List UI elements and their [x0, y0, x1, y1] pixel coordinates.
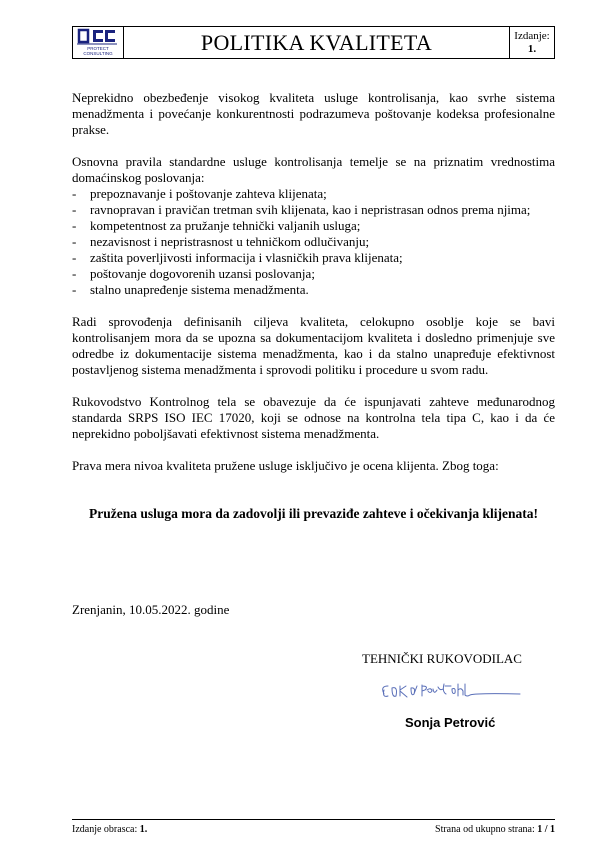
staff-paragraph: Radi sprovođenja definisanih ciljeva kvaliteta, celokupno osoblje koje se bavi kontrolisanjem mora da se upozna sa dokumentacijom kvaliteta i dosledno primenjuje sve odredbe iz dokumentacije sistema menadžmenta, kao i da stalno unapređuje efektivnost postavljenog sistema menadžmenta i sprovodi politiku i procedure u svom radu. — [72, 314, 555, 377]
principles-list — [72, 186, 555, 298]
management-paragraph: Rukovodstvo Kontrolnog tela se obavezuje da će ispunjavati zahteve međunarodnog standarda SRPS ISO IEC 17020, koji se odnose na kontrolna tela tipa C, kao i da će neprekidno poboljšavati efektivnost sistema menadžmenta. — [72, 394, 555, 441]
edition-value: 1. — [527, 42, 537, 55]
list-item: - zaštita poverljivosti informacija i vlasničkih prava klijenata; — [72, 250, 555, 266]
form-edition-value: 1. — [139, 824, 148, 835]
page-count-value: 1 / 1 — [537, 824, 555, 835]
document-header — [72, 26, 555, 59]
company-logo — [73, 27, 124, 58]
measure-paragraph: Prava mera nivoa kvaliteta pružene usluge isključivo je ocena klijenta. Zbog toga: — [72, 458, 499, 473]
highlight-statement: Pružena usluga mora da zadovolji ili prevaziđe zahteve i očekivanja klijenata! — [89, 506, 538, 521]
list-item: - kompetentnost za pružanje tehnički valjanih usluga; — [72, 218, 555, 234]
list-item: - stalno unapređenje sistema menadžmenta. — [72, 282, 555, 298]
signature-name: Sonja Petrović — [405, 715, 496, 730]
form-edition — [72, 824, 147, 835]
list-item: - nezavisnost i nepristrasnost u tehničkom odlučivanju; — [72, 234, 555, 250]
intro-paragraph: Neprekidno obezbeđenje visokog kvaliteta usluge kontrolisanja, kao svrhe sistema menadžmenta i povećanje konkurentnosti podrazumeva poštovanje kodeksa profesionalne prakse. — [72, 90, 555, 137]
edition-label: Izdanje: — [514, 29, 550, 42]
edition-box — [509, 27, 554, 58]
signature-role: TEHNIČKI RUKOVODILAC — [362, 651, 522, 666]
document-title: POLITIKA KVALITETA — [200, 29, 433, 55]
list-item: - ravnopravan i pravičan tretman svih klijenata, kao i nepristrasan odnos prema njima; — [72, 202, 555, 218]
form-edition-label: Izdanje obrasca: — [72, 824, 138, 835]
list-item: - prepoznavanje i poštovanje zahteva klijenata; — [72, 186, 555, 202]
policy-body — [72, 90, 555, 522]
document-footer — [72, 819, 555, 835]
place-date: Zrenjanin, 10.05.2022. godine — [72, 602, 230, 617]
principles-intro: Osnovna pravila standardne usluge kontrolisanja temelje se na priznatim vrednostima domaćinskog poslovanja: — [72, 154, 555, 185]
page-count-label: Strana od ukupno strana: — [435, 824, 535, 835]
list-item: - poštovanje dogovorenih uzansi poslovanja; — [72, 266, 555, 282]
handwritten-signature-icon — [378, 680, 523, 706]
logo-text: PROTECT CONSULTING — [83, 46, 113, 56]
page-count — [435, 824, 555, 835]
